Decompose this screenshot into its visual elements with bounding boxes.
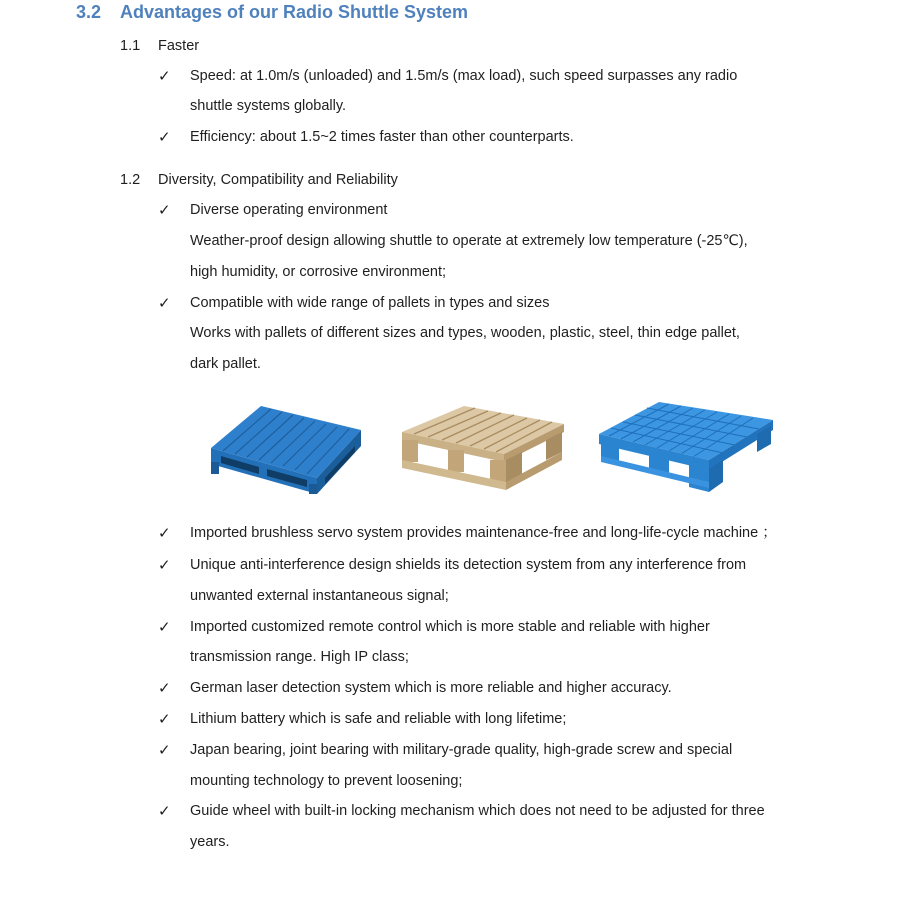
- check-icon: ✓: [158, 201, 171, 219]
- list-item-text: German laser detection system which is more reliable and higher accuracy.: [190, 680, 672, 696]
- list-item-text: Imported customized remote control which is more stable and reliable with higher: [190, 619, 710, 635]
- list-item-text: Lithium battery which is safe and reliable with long lifetime;: [190, 711, 567, 727]
- section-number: 3.2: [76, 2, 102, 22]
- section-heading: [76, 0, 468, 24]
- list-item-text: years.: [190, 834, 230, 850]
- list-item-text: Works with pallets of different sizes and types, wooden, plastic, steel, thin edge pallet,: [190, 325, 740, 341]
- list-item-text: Efficiency: about 1.5~2 times faster than other counterparts.: [190, 129, 574, 145]
- subsection-heading-diversity: [120, 170, 398, 190]
- subsection-title: Faster: [158, 38, 200, 54]
- plastic-pallet-image: [597, 398, 775, 496]
- check-icon: ✓: [158, 524, 171, 542]
- subsection-heading-faster: [120, 36, 199, 56]
- subsection-number: 1.1: [120, 38, 141, 54]
- check-icon: ✓: [158, 67, 171, 85]
- steel-pallet-image: [207, 400, 363, 496]
- check-icon: ✓: [158, 128, 171, 146]
- section-title: Advantages of our Radio Shuttle System: [120, 2, 469, 22]
- list-item-text: Japan bearing, joint bearing with military-grade quality, high-grade screw and special: [190, 742, 733, 758]
- list-item-text: Speed: at 1.0m/s (unloaded) and 1.5m/s (max load), such speed surpasses any radio: [190, 68, 738, 84]
- check-icon: ✓: [158, 741, 171, 759]
- list-item-text: dark pallet.: [190, 356, 261, 372]
- check-icon: ✓: [158, 294, 171, 312]
- list-item-text: shuttle systems globally.: [190, 98, 347, 114]
- wooden-pallet-image: [400, 402, 566, 494]
- list-item-text: mounting technology to prevent loosening;: [190, 773, 463, 789]
- check-icon: ✓: [158, 618, 171, 636]
- list-item-text: Guide wheel with built-in locking mechanism which does not need to be adjusted for three: [190, 803, 765, 819]
- subsection-title: Diversity, Compatibility and Reliability: [158, 172, 398, 188]
- list-item-text: Imported brushless servo system provides maintenance-free and long-life-cycle machine ；: [190, 525, 777, 541]
- check-icon: ✓: [158, 556, 171, 574]
- check-icon: ✓: [158, 710, 171, 728]
- list-item-text: high humidity, or corrosive environment;: [190, 264, 447, 280]
- check-icon: ✓: [158, 679, 171, 697]
- check-icon: ✓: [158, 802, 171, 820]
- list-item-text: transmission range. High IP class;: [190, 649, 409, 665]
- list-item-text: Compatible with wide range of pallets in types and sizes: [190, 295, 550, 311]
- list-item-text: unwanted external instantaneous signal;: [190, 588, 449, 604]
- list-item-text: Diverse operating environment: [190, 202, 388, 218]
- list-item-text: Weather-proof design allowing shuttle to operate at extremely low temperature (-25℃),: [190, 233, 748, 249]
- subsection-number: 1.2: [120, 172, 141, 188]
- list-item-text: Unique anti-interference design shields its detection system from any interference from: [190, 557, 747, 573]
